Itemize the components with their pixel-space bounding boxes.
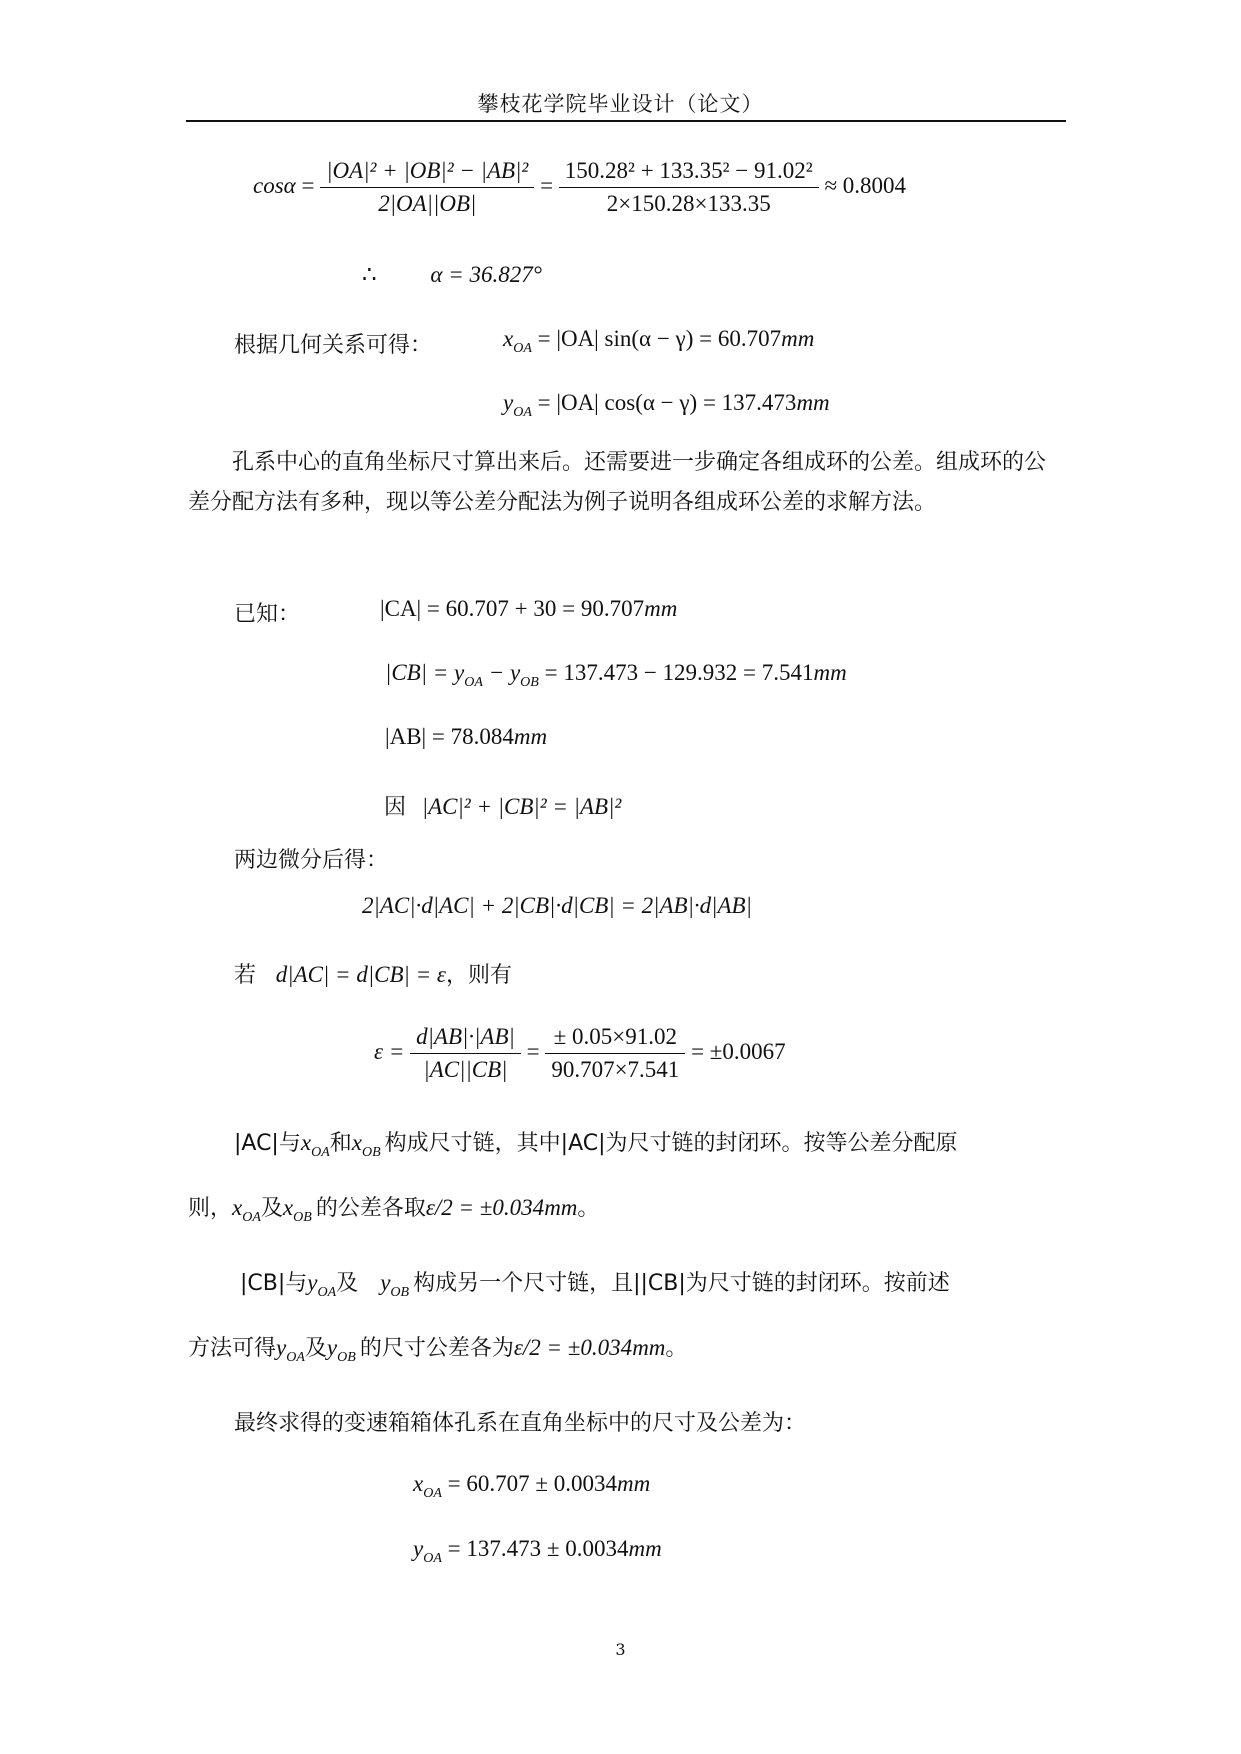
subscript: OA <box>513 405 532 420</box>
geometry-label: 根据几何关系可得： <box>234 333 433 358</box>
expr: ε/2 = ±0.034 <box>425 1195 545 1220</box>
numerator: d|AB|·|AB| <box>410 1024 521 1054</box>
text: 的尺寸公差各为 <box>359 1336 514 1361</box>
equation-yoa <box>503 390 830 421</box>
subscript: OA <box>242 1210 261 1225</box>
denominator: 90.707×7.541 <box>551 1057 680 1082</box>
expr: = 60.707 ± 0.0034 <box>447 1471 617 1496</box>
final-label: 最终求得的变速箱箱体孔系在直角坐标中的尺寸及公差为： <box>234 1411 807 1436</box>
var-y: y <box>380 1270 391 1295</box>
unit: mm <box>617 1471 651 1496</box>
eq-lhs: cosα <box>253 172 296 198</box>
equation-differential: 2|AC|·d|AC| + 2|CB|·d|CB| = 2|AB|·d|AB| <box>362 893 752 918</box>
numerator: ± 0.05×91.02 <box>545 1024 685 1054</box>
eq-sign: = <box>526 1038 540 1064</box>
equation-epsilon <box>374 1024 786 1083</box>
subscript: OA <box>423 1486 442 1501</box>
var-y: y <box>326 1335 338 1360</box>
fraction-symbolic <box>410 1024 521 1083</box>
fraction-numeric <box>559 158 819 217</box>
header-rule <box>186 120 1066 122</box>
denominator: 2×150.28×133.35 <box>606 191 771 216</box>
var-y: y <box>413 1536 424 1561</box>
expr: |AC|² + |CB|² = |AB|² <box>421 794 622 819</box>
paragraph-tolerance-intro: 孔系中心的直角坐标尺寸算出来后。还需要进一步确定各组成环的公差。组成环的公差分配方法有多种，现以等公差分配法为例子说明各组成环公差的求解方法。 <box>188 450 1047 515</box>
condition-line <box>234 958 512 989</box>
equation-cos-alpha <box>253 158 906 217</box>
if-label: 若 <box>234 963 257 988</box>
equation-pythagoras <box>384 790 621 821</box>
equation-alpha <box>362 262 542 288</box>
expr: ε/2 = ±0.034 <box>513 1335 633 1360</box>
subscript: OA <box>423 1551 442 1566</box>
var-x: x <box>232 1195 243 1220</box>
equation-xoa <box>503 326 814 357</box>
expr: − y <box>482 660 521 685</box>
text: 构成另一个尺寸链，且||CB|为尺寸链的封闭环。按前述 <box>413 1271 950 1296</box>
therefore-symbol: ∴ <box>362 262 377 287</box>
denominator: |AC||CB| <box>423 1057 508 1082</box>
paragraph-ac-chain-line1 <box>234 1126 958 1161</box>
alpha-value: α = 36.827° <box>430 262 542 287</box>
subscript: OB <box>361 1145 381 1160</box>
eq-result: ≈ 0.8004 <box>824 172 907 198</box>
eq-sign: = <box>540 172 554 198</box>
var-x: x <box>413 1471 424 1496</box>
expr: |AB| = 78.084 <box>385 724 514 749</box>
subscript: OA <box>464 675 483 690</box>
unit: mm <box>628 1536 662 1561</box>
text: 构成尺寸链，其中|AC|为尺寸链的封闭环。按等公差分配原 <box>384 1131 958 1156</box>
equation-final-x <box>413 1471 650 1502</box>
unit: mm <box>796 390 830 415</box>
diff-label: 两边微分后得： <box>234 848 389 873</box>
text: 方法可得 <box>188 1336 277 1361</box>
then-label: ，则有 <box>445 963 512 988</box>
equation-final-y <box>413 1536 662 1567</box>
expr: = |OA| cos(α − γ) = 137.473 <box>537 390 797 415</box>
since-label: 因 <box>384 795 407 820</box>
subscript: OA <box>513 341 532 356</box>
paragraph-ac-chain-line2 <box>188 1191 599 1226</box>
expr: = |OA| sin(α − γ) = 60.707 <box>537 326 782 351</box>
var-x: x <box>351 1130 362 1155</box>
expr: |CA| = 60.707 + 30 = 90.707 <box>380 596 645 621</box>
equation-cb <box>385 660 847 691</box>
paragraph-cb-chain-line2 <box>188 1331 687 1366</box>
expr: d|AC| = d|CB| = ε <box>275 962 446 987</box>
unit: mm <box>544 1195 578 1220</box>
unit: mm <box>781 326 815 351</box>
var-y: y <box>307 1270 318 1295</box>
var-y: y <box>276 1335 287 1360</box>
text: 。 <box>665 1336 688 1361</box>
text: |CB|与 <box>240 1271 308 1296</box>
text: |AC|与 <box>234 1131 301 1156</box>
text: 及 <box>260 1196 283 1221</box>
subscript: OB <box>390 1285 410 1300</box>
page-header: 攀枝花学院毕业设计（论文） <box>477 92 764 116</box>
subscript: OB <box>293 1210 312 1225</box>
text: 和 <box>329 1131 352 1156</box>
var-x: x <box>300 1130 312 1155</box>
paragraph-cb-chain-line1 <box>240 1266 950 1301</box>
subscript: OB <box>520 675 539 690</box>
subscript: OB <box>337 1350 356 1365</box>
page-number: 3 <box>615 1640 626 1659</box>
expr: |CB| = y <box>385 660 465 685</box>
unit: mm <box>632 1335 666 1360</box>
equation-ab <box>385 724 547 750</box>
var-x: x <box>503 326 514 351</box>
subscript: OA <box>317 1285 337 1300</box>
eq-lhs: ε = <box>374 1038 405 1064</box>
text: 及 <box>336 1271 359 1296</box>
fraction-numeric <box>545 1024 685 1083</box>
fraction-symbolic <box>320 158 534 217</box>
var-y: y <box>503 390 514 415</box>
denominator: 2|OA||OB| <box>378 191 477 216</box>
subscript: OA <box>311 1145 330 1160</box>
eq-result: = ±0.0067 <box>691 1038 786 1064</box>
text: 。 <box>577 1196 600 1221</box>
var-x: x <box>282 1195 294 1220</box>
equation-ca <box>380 596 677 622</box>
unit: mm <box>644 596 678 621</box>
unit: mm <box>513 724 548 749</box>
expr: = 137.473 ± 0.0034 <box>447 1536 629 1561</box>
text: 的公差各取 <box>315 1196 426 1221</box>
expr: = 137.473 − 129.932 = 7.541 <box>538 660 814 685</box>
numerator: |OA|² + |OB|² − |AB|² <box>320 158 534 188</box>
numerator: 150.28² + 133.35² − 91.02² <box>559 158 819 188</box>
text: 则， <box>188 1196 233 1221</box>
eq-sign: = <box>301 172 315 198</box>
text: 及 <box>304 1336 327 1361</box>
subscript: OA <box>286 1350 305 1365</box>
known-label: 已知： <box>234 602 301 627</box>
unit: mm <box>813 660 847 685</box>
